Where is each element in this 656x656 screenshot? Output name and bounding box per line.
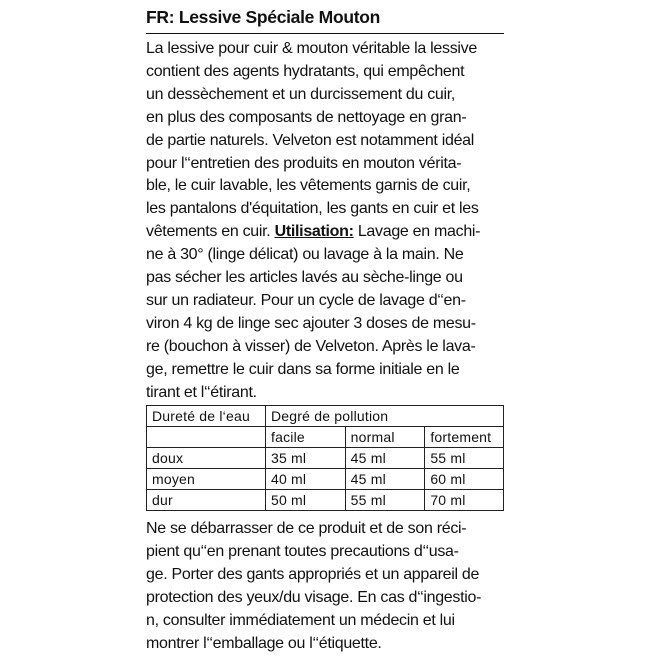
paragraph-line: un dessèchement et un durcissement du cuir, <box>146 85 456 103</box>
row-hardness: dur <box>147 490 266 511</box>
instructions-paragraph <box>146 38 506 405</box>
paragraph-line: Ne se débarrasser de ce produit et de son réci- <box>146 520 467 537</box>
paragraph-line: n, consulter immédiatement un médecin et lui <box>146 611 455 629</box>
table-cell: 55 ml <box>425 448 504 469</box>
paragraph-line: ge, remettre le cuir dans sa forme initiale en le <box>146 360 460 378</box>
table-cell: 70 ml <box>425 490 504 511</box>
paragraph-line: contient des agents hydratants, qui empêchent <box>146 62 465 80</box>
subheader-fortement: fortement <box>425 427 504 448</box>
paragraph-line: viron 4 kg de linge sec ajouter 3 doses de mesu- <box>146 314 476 332</box>
paragraph-line: protection des yeux/du visage. En cas d‘‘ingestio- <box>146 588 482 606</box>
paragraph-line: montrer l‘‘emballage ou l‘‘étiquette. <box>146 634 382 652</box>
table-cell: 35 ml <box>266 448 346 469</box>
title-divider <box>146 33 504 34</box>
paragraph-line: sur un radiateur. Pour un cycle de lavage d‘‘en- <box>146 291 466 309</box>
safety-paragraph <box>146 518 506 655</box>
table-cell: 45 ml <box>345 448 425 469</box>
paragraph-line: pas sécher les articles lavés au sèche-linge ou <box>146 269 463 287</box>
header-pollution-degree: Degré de pollution <box>266 406 504 427</box>
row-hardness: doux <box>147 448 266 469</box>
usage-line-suffix: Lavage en machi- <box>353 223 481 241</box>
paragraph-line: les pantalons d'équitation, les gants en cuir et les <box>146 200 479 218</box>
table-subheader-row <box>147 427 504 448</box>
table-cell: 40 ml <box>266 469 346 490</box>
paragraph-line: de partie naturels. Velveton est notamment idéal <box>146 131 475 149</box>
row-hardness: moyen <box>147 469 266 490</box>
paragraph-line: ge. Porter des gants appropriés et un appareil de <box>146 565 480 583</box>
table-row <box>147 448 504 469</box>
table-cell: 55 ml <box>345 490 425 511</box>
paragraph-line: en plus des composants de nettoyage en gran- <box>146 108 467 126</box>
subheader-facile: facile <box>266 427 346 448</box>
subheader-normal: normal <box>345 427 425 448</box>
table-cell-empty <box>147 427 266 448</box>
table-cell: 60 ml <box>425 469 504 490</box>
table-header-row <box>147 406 504 427</box>
table-row <box>147 469 504 490</box>
paragraph-line: pour l‘‘entretien des produits en mouton vérita- <box>146 154 462 172</box>
page-title: FR: Lessive Spéciale Mouton <box>146 7 381 27</box>
paragraph-line-usage <box>146 221 506 244</box>
paragraph-line: ble, le cuir lavable, les vêtements garnis de cuir, <box>146 177 471 195</box>
paragraph-line: tirant et l‘‘étirant. <box>146 383 257 401</box>
table-cell: 50 ml <box>266 490 346 511</box>
usage-line-prefix: vêtements en cuir. <box>146 223 275 241</box>
usage-label: Utilisation: <box>274 223 354 241</box>
table-row <box>147 490 504 511</box>
paragraph-line: re (bouchon à visser) de Velveton. Après le lava- <box>146 337 476 355</box>
dosage-table <box>146 405 504 511</box>
paragraph-line: ne à 30° (linge délicat) ou lavage à la main. Ne <box>146 246 464 264</box>
header-water-hardness: Dureté de l‘eau <box>147 406 266 427</box>
table-cell: 45 ml <box>345 469 425 490</box>
paragraph-line: pient qu‘‘en prenant toutes precautions d‘‘usa- <box>146 542 459 560</box>
paragraph-line: La lessive pour cuir & mouton véritable la lessive <box>146 40 477 57</box>
